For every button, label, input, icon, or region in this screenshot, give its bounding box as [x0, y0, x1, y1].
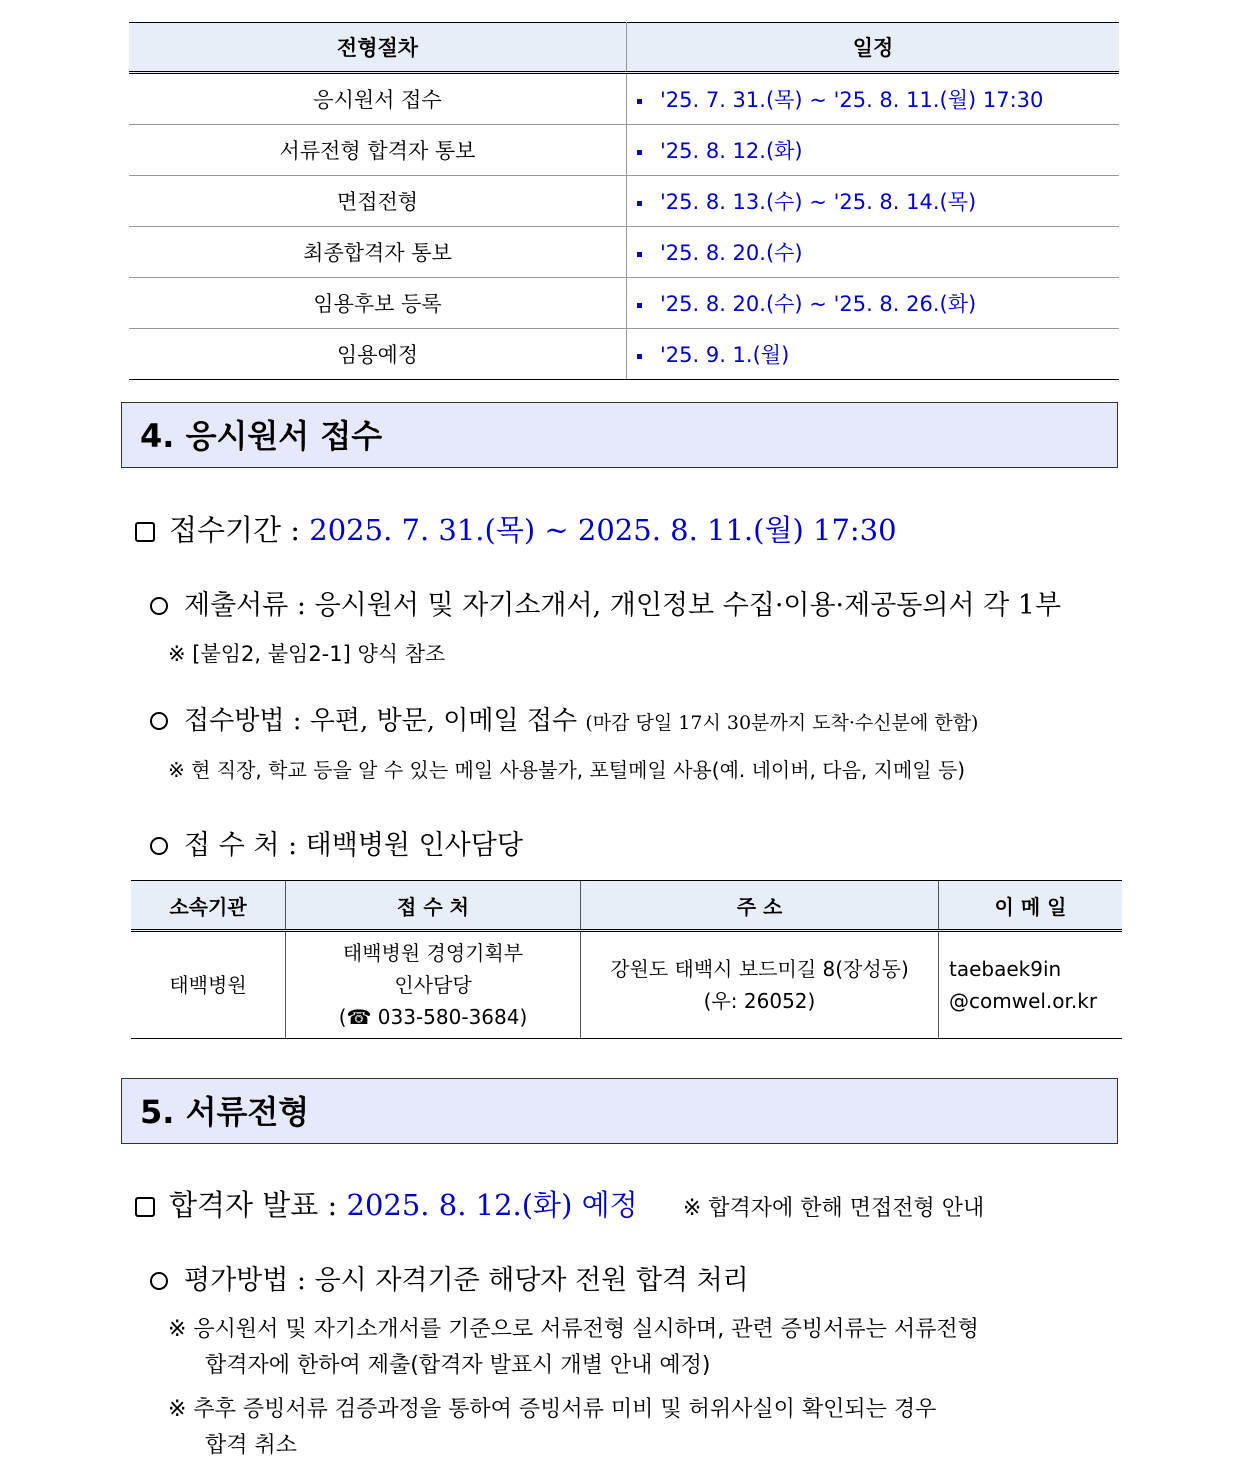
- table-row: [131, 931, 1122, 1039]
- submission-place: [150, 823, 523, 862]
- schedule-date: '25. 8. 20.(수): [660, 241, 803, 265]
- table-row: [129, 73, 1119, 125]
- office-phone: (☎ 033-580-3684): [338, 1005, 528, 1029]
- office-header-row: [131, 881, 1122, 931]
- announce-note: ※ 합격자에 한해 면접전형 안내: [682, 1196, 985, 1221]
- result-announcement: [135, 1183, 984, 1224]
- period-label: 접수기간 :: [169, 513, 301, 547]
- bullet-icon: [637, 150, 642, 155]
- office-org: 태백병원: [131, 931, 286, 1039]
- application-period: [135, 508, 897, 549]
- place-text: 접 수 처 : 태백병원 인사담당: [184, 830, 523, 861]
- table-row: [129, 176, 1119, 227]
- table-row: [129, 278, 1119, 329]
- section-4-title: 4. 응시원서 접수: [121, 402, 1118, 468]
- eval-text: 평가방법 : 응시 자격기준 해당자 전원 합격 처리: [184, 1265, 749, 1296]
- address-line1: 강원도 태백시 보드미길 8(장성동): [610, 957, 909, 981]
- schedule-step: 응시원서 접수: [129, 73, 627, 125]
- schedule-date: '25. 8. 12.(화): [660, 139, 803, 163]
- office-line2: 인사담당: [394, 973, 472, 997]
- schedule-date: '25. 9. 1.(월): [660, 343, 790, 367]
- schedule-date: '25. 8. 13.(수) ~ '25. 8. 14.(목): [660, 190, 977, 214]
- schedule-header-step: 전형절차: [129, 23, 627, 73]
- table-row: [129, 125, 1119, 176]
- method-small: (마감 당일 17시 30분까지 도착·수신분에 한함): [585, 712, 979, 734]
- table-row: [129, 227, 1119, 278]
- period-value: 2025. 7. 31.(목) ~ 2025. 8. 11.(월) 17:30: [309, 513, 897, 547]
- office-header-org: 소속기관: [131, 881, 286, 931]
- bullet-icon: [637, 252, 642, 257]
- schedule-step: 임용예정: [129, 329, 627, 380]
- note2-line2: 합격 취소: [205, 1433, 298, 1458]
- bullet-icon: [637, 201, 642, 206]
- office-header-email: 이 메 일: [939, 881, 1123, 931]
- schedule-date: '25. 8. 20.(수) ~ '25. 8. 26.(화): [660, 292, 977, 316]
- bullet-icon: [637, 99, 642, 104]
- bullet-icon: [637, 303, 642, 308]
- schedule-table: [129, 22, 1119, 380]
- office-place: [286, 931, 581, 1039]
- schedule-step: 면접전형: [129, 176, 627, 227]
- submission-docs: [150, 583, 1061, 622]
- evaluation-method: [150, 1258, 749, 1297]
- note2-line1: ※ 추후 증빙서류 검증과정을 통하여 증빙서류 미비 및 허위사실이 확인되는 경우: [168, 1397, 937, 1422]
- bullet-icon: [637, 354, 642, 359]
- circle-bullet-icon: [150, 712, 168, 730]
- method-note: ※ 현 직장, 학교 등을 알 수 있는 메일 사용불가, 포털메일 사용(예. 네이버, 다음, 지메일 등): [168, 758, 966, 782]
- schedule-date: '25. 7. 31.(목) ~ '25. 8. 11.(월) 17:30: [660, 88, 1044, 112]
- section-5-title: 5. 서류전형: [121, 1078, 1118, 1144]
- table-row: [129, 329, 1119, 380]
- circle-bullet-icon: [150, 597, 168, 615]
- email-line1: taebaek9in: [949, 957, 1062, 981]
- method-text: 접수방법 : 우편, 방문, 이메일 접수: [184, 706, 578, 736]
- schedule-step: 서류전형 합격자 통보: [129, 125, 627, 176]
- circle-bullet-icon: [150, 837, 168, 855]
- announce-value: 2025. 8. 12.(화) 예정: [346, 1188, 638, 1222]
- schedule-step: 임용후보 등록: [129, 278, 627, 329]
- office-header-address: 주 소: [581, 881, 939, 931]
- circle-bullet-icon: [150, 1272, 168, 1290]
- schedule-step: 최종합격자 통보: [129, 227, 627, 278]
- office-table: [131, 880, 1122, 1039]
- office-header-place: 접 수 처: [286, 881, 581, 931]
- checkbox-square-icon: [135, 522, 155, 542]
- email-line2: @comwel.or.kr: [949, 989, 1098, 1013]
- docs-text: 제출서류 : 응시원서 및 자기소개서, 개인정보 수집·이용·제공동의서 각 1부: [184, 590, 1062, 621]
- note1-line2: 합격자에 한하여 제출(합격자 발표시 개별 안내 예정): [205, 1353, 711, 1378]
- office-address: [581, 931, 939, 1039]
- office-line1: 태백병원 경영기획부: [342, 941, 524, 965]
- docs-note: ※ [붙임2, 붙임2-1] 양식 참조: [168, 642, 446, 666]
- office-email[interactable]: [939, 931, 1123, 1039]
- submission-method: [150, 700, 978, 737]
- note1-line1: ※ 응시원서 및 자기소개서를 기준으로 서류전형 실시하며, 관련 증빙서류는 서류전형: [168, 1317, 979, 1342]
- schedule-header-row: [129, 23, 1119, 73]
- address-line2: (우: 26052): [703, 989, 816, 1013]
- schedule-header-date: 일정: [627, 23, 1120, 73]
- announce-label: 합격자 발표 :: [169, 1188, 338, 1222]
- checkbox-square-icon: [135, 1197, 155, 1217]
